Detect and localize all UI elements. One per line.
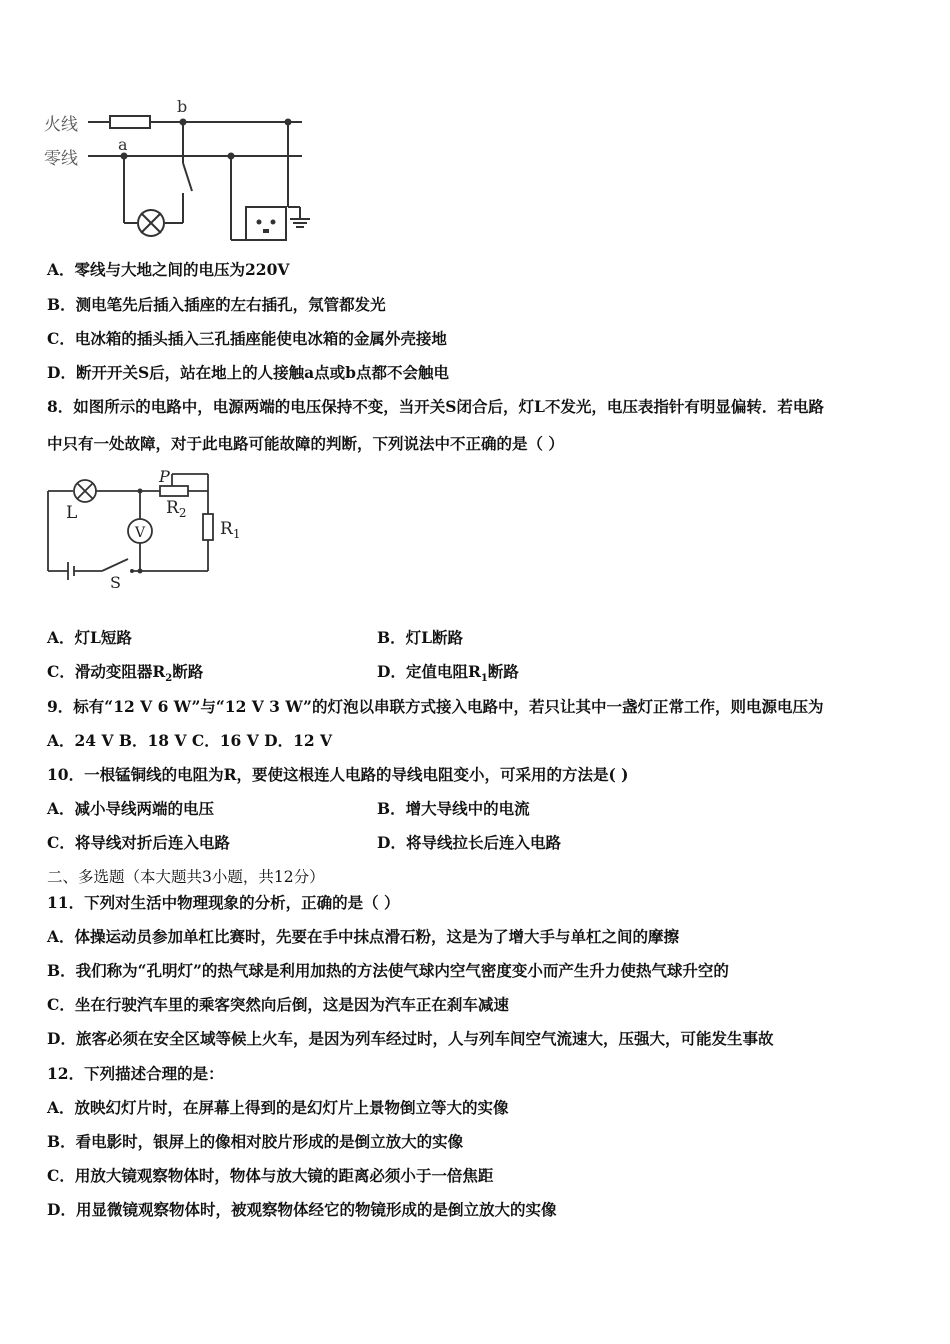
q7-option-a: A．零线与大地之间的电压为220V bbox=[47, 260, 290, 279]
fuse bbox=[110, 116, 150, 128]
q7-option-d: D．断开开关S后，站在地上的人接触a点或b点都不会触电 bbox=[47, 363, 450, 382]
rheostat-symbol bbox=[160, 486, 188, 496]
point-b-label: b bbox=[177, 97, 188, 116]
point-a-label: a bbox=[118, 135, 128, 154]
q12-option-d: D．用显微镜观察物体时，被观察物体经它的物镜形成的是倒立放大的实像 bbox=[47, 1200, 557, 1219]
socket bbox=[246, 207, 286, 240]
q8-option-b: B．灯L断路 bbox=[377, 628, 463, 647]
q11-stem: 11．下列对生活中物理现象的分析，正确的是（ ） bbox=[47, 893, 400, 912]
switch-blade bbox=[102, 559, 128, 571]
q7-option-b: B．测电笔先后插入插座的左右插孔，氖管都发光 bbox=[47, 295, 386, 314]
household-circuit-figure bbox=[40, 95, 330, 250]
q12-option-c: C．用放大镜观察物体时，物体与放大镜的距离必须小于一倍焦距 bbox=[47, 1166, 494, 1185]
switch-label: S bbox=[110, 573, 121, 592]
q11-option-d: D．旅客必须在安全区域等候上火车，是因为列车经过时，人与列车间空气流速大，压强大，可能发生事故 bbox=[47, 1029, 774, 1048]
q12-option-b: B．看电影时，银屏上的像相对胶片形成的是倒立放大的实像 bbox=[47, 1132, 464, 1151]
resistor-label: $R_1$ bbox=[220, 519, 241, 541]
q11-option-b: B．我们称为“孔明灯”的热气球是利用加热的方法使气球内空气密度变小而产生升力使热气球升空的 bbox=[47, 961, 729, 980]
fault-circuit-figure bbox=[40, 466, 260, 596]
slider-label: P bbox=[159, 467, 170, 486]
q10-option-c: C．将导线对折后连入电路 bbox=[47, 833, 230, 852]
q10-stem: 10．一根锰铜线的电阻为R，要使这根连人电路的导线电阻变小，可采用的方法是( ) bbox=[47, 765, 629, 784]
q8-stem-line1: 8．如图所示的电路中，电源两端的电压保持不变，当开关S闭合后，灯L不发光，电压表指针有明显偏转．若电路 bbox=[47, 397, 824, 416]
q10-option-b: B．增大导线中的电流 bbox=[377, 799, 530, 818]
resistor-symbol bbox=[203, 514, 213, 540]
q8-option-a: A．灯L短路 bbox=[47, 628, 132, 647]
q10-option-d: D．将导线拉长后连入电路 bbox=[377, 833, 561, 852]
q9-options: A．24 V B．18 V C．16 V D．12 V bbox=[47, 731, 333, 750]
rheostat-label: $R_2$ bbox=[166, 498, 187, 520]
switch-blade bbox=[183, 163, 192, 191]
neutral-wire-label: 零线 bbox=[44, 149, 78, 169]
q8-stem-line2: 中只有一处故障，对于此电路可能故障的判断，下列说法中不正确的是（ ） bbox=[47, 434, 564, 453]
q12-option-a: A．放映幻灯片时，在屏幕上得到的是幻灯片上景物倒立等大的实像 bbox=[47, 1098, 509, 1117]
q9-stem: 9．标有“12 V 6 W”与“12 V 3 W”的灯泡以串联方式接入电路中，若只让其中一盏灯正常工作，则电源电压为 bbox=[47, 697, 824, 716]
q7-option-c: C．电冰箱的插头插入三孔插座能使电冰箱的金属外壳接地 bbox=[47, 329, 447, 348]
q10-option-a: A．减小导线两端的电压 bbox=[47, 799, 215, 818]
live-wire-label: 火线 bbox=[44, 115, 78, 135]
voltmeter-label: V bbox=[135, 525, 146, 541]
q11-option-c: C．坐在行驶汽车里的乘客突然向后倒，这是因为汽车正在刹车减速 bbox=[47, 995, 509, 1014]
q8-option-c: C．滑动变阻器$R_2$断路 bbox=[47, 662, 204, 685]
q12-stem: 12．下列描述合理的是： bbox=[47, 1064, 224, 1083]
q11-option-a: A．体操运动员参加单杠比赛时，先要在手中抹点滑石粉，这是为了增大手与单杠之间的摩擦 bbox=[47, 927, 680, 946]
q8-option-d: D．定值电阻$R_1$断路 bbox=[377, 662, 519, 685]
section-heading: 二、多选题（本大题共3小题，共12分） bbox=[47, 868, 325, 886]
lamp-label: L bbox=[66, 503, 78, 523]
